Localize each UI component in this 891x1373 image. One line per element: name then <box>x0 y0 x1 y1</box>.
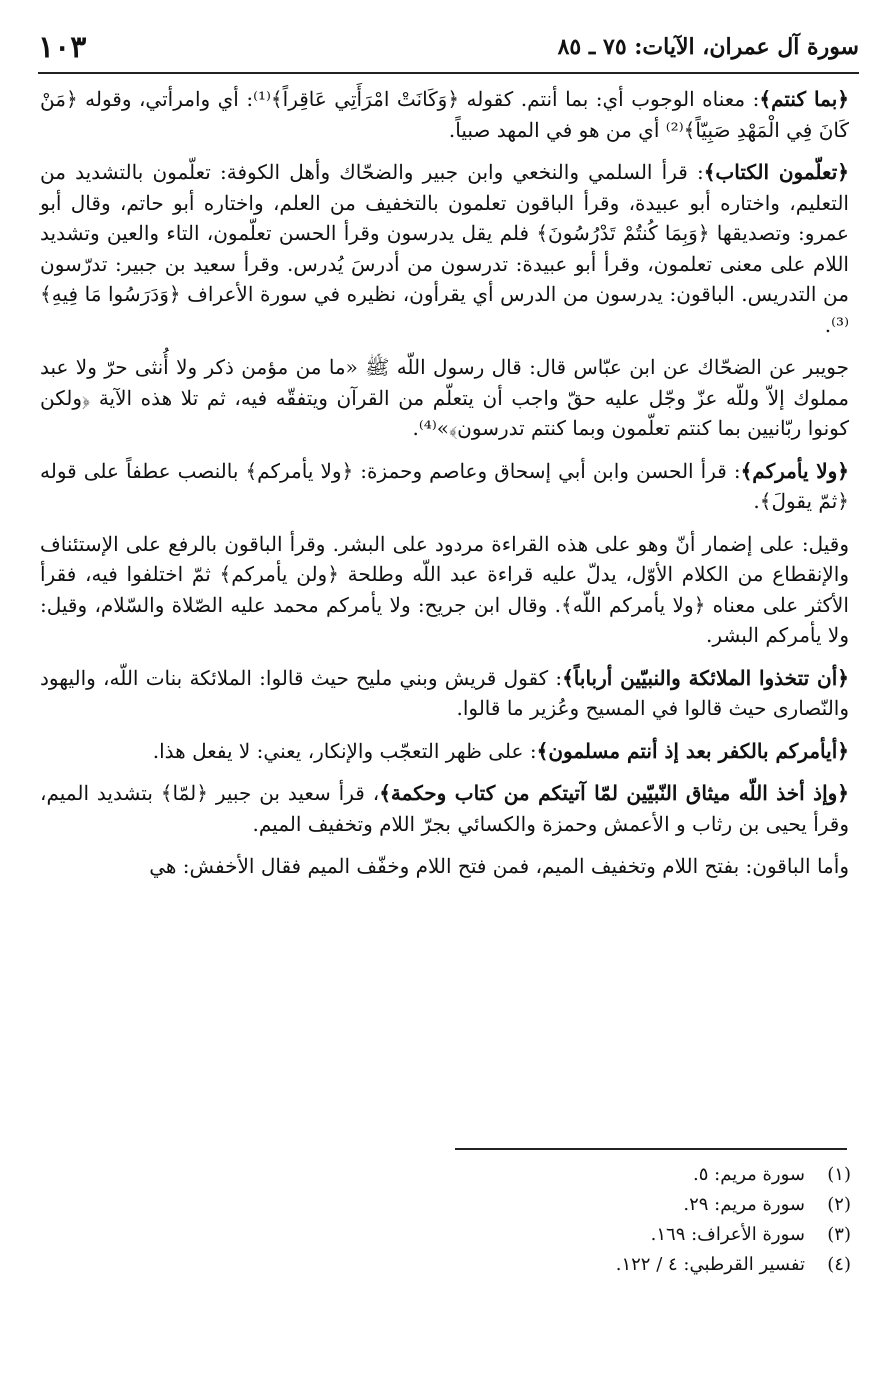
paragraph <box>40 352 849 444</box>
main-text <box>40 84 849 894</box>
page-header <box>38 22 859 74</box>
paragraph-text: : قرأ الحسن وابن أبي إسحاق وعاصم وحمزة: ﴿ولا يأمركم﴾ بالنصب عطفاً على قوله ﴿ثمّ يقولَ﴾. <box>40 458 849 513</box>
quranic-lemma: ﴿تعلّمون الكتاب﴾ <box>703 160 849 184</box>
paragraph-text: : قرأ السلمي والنخعي وابن جبير والضحّاك وأهل الكوفة: تعلّمون بالتشديد من التعليم، واختاره أبو عبيدة، وقرأ الباقون تعلمون بالتخفيف من العلم، واختاره أبو حاتم، وقال أبو عمرو: وتصديقها ﴿وَبِمَا كُنتُمْ تَدْرُسُونَ﴾ فلم يقل يدرسون وقرأ الحسن تعلّمون، التاء والعين وتشديد اللام على معنى تعلمون، وقرأ أبو عبيدة: تدرسون من أدرسَ يُدرس. وقرأ سعيد بن جبير: تدرّسون من التدريس. الباقون: يدرسون من الدرس أي يقرأون، نظيره في سورة الأعراف ﴿وَدَرَسُوا مَا فِيهِ﴾⁽³⁾. <box>40 160 849 337</box>
footnotes <box>351 1160 851 1280</box>
paragraph <box>40 778 849 839</box>
footnote-text: سورة الأعراف: ١٦٩. <box>650 1224 805 1245</box>
paragraph-text: وأما الباقون: بفتح اللام وتخفيف الميم، فمن فتح اللام وخفّف الميم فقال الأخفش: هي <box>149 854 849 878</box>
footnote <box>351 1190 851 1220</box>
footnote-number: (٤) <box>827 1254 851 1275</box>
page-number: ١٠٣ <box>38 29 87 65</box>
running-title: سورة آل عمران، الآيات: ٧٥ ـ ٨٥ <box>557 34 859 60</box>
paragraph-text: جويبر عن الضحّاك عن ابن عبّاس قال: قال رسول اللّه ﷺ «ما من مؤمن ذكر ولا أُنثى حرّ ولا عبد مملوك إلاّ وللّه عزّ وجّل عليه حقّ واجب أن يتعلّم من القرآن ويتفقّه فيه، ثم تلا هذه الآية ﴿ولكن كونوا ربّانيين بما كنتم تعلّمون وبما كنتم تدرسون﴾»⁽⁴⁾. <box>40 355 849 440</box>
footnote-number: (١) <box>827 1164 851 1185</box>
paragraph-text: : معناه الوجوب أي: بما أنتم. كقوله ﴿وَكَانَتْ امْرَأَتِي عَاقِراً﴾⁽¹⁾: أي وامرأتي، وقوله ﴿مَنْ كَانَ فِي الْمَهْدِ صَبِيّاً﴾⁽²⁾ أي من هو في المهد صبياً. <box>40 87 849 142</box>
paragraph <box>40 456 849 517</box>
paragraph-text: ، قرأ سعيد بن جبير ﴿لمّا﴾ بتشديد الميم، وقرأ يحيى بن رثاب و الأعمش وحمزة والكسائي بجرّ اللام وتخفيف الميم. <box>40 781 849 836</box>
quranic-lemma: ﴿أن تتخذوا الملائكة والنبيّين أرباباً﴾ <box>562 665 849 690</box>
footnote <box>351 1220 851 1250</box>
paragraph <box>40 84 849 145</box>
quranic-lemma: ﴿وإذ أخذ اللّه ميثاق النّبيّين لمّا آتيتكم من كتاب وحكمة﴾ <box>379 781 850 805</box>
paragraph <box>40 157 849 340</box>
footnote <box>351 1160 851 1190</box>
paragraph-text: : على ظهر التعجّب والإنكار، يعني: لا يفعل هذا. <box>152 738 537 763</box>
footnote-number: (٣) <box>827 1224 851 1245</box>
paragraph-text: : كقول قريش وبني مليح حيث قالوا: الملائكة بنات اللّه، واليهود والنّصارى حيث قالوا في المسيح وعُزير ما قالوا. <box>40 665 849 720</box>
footnote-text: سورة مريم: ٥. <box>693 1164 805 1185</box>
paragraph <box>40 851 849 882</box>
footnote-text: تفسير القرطبي: ٤ / ١٢٢. <box>615 1254 805 1275</box>
footnote-text: سورة مريم: ٢٩. <box>683 1194 805 1215</box>
paragraph <box>40 663 849 724</box>
paragraph <box>40 529 849 651</box>
paragraph-text: وقيل: على إضمار أنّ وهو على هذه القراءة مردود على البشر. وقرأ الباقون بالرفع على الإستئناف والإنقطاع من الكلام الأوّل، يدلّ عليه قراءة عبد اللّه وطلحة ﴿ولن يأمركم﴾ ثمّ اختلفوا فيه، فقرأ الأكثر على معناه ﴿ولا يأمركم اللّه﴾. وقال ابن جريح: ولا يأمركم محمد عليه الصّلاة والسّلام، وقيل: ولا يأمركم البشر. <box>40 531 849 647</box>
quranic-lemma: ﴿ولا يأمركم﴾ <box>740 458 849 483</box>
paragraph <box>40 736 849 767</box>
footnote-divider <box>455 1148 847 1150</box>
quranic-lemma: ﴿أيأمركم بالكفر بعد إذ أنتم مسلمون﴾ <box>536 738 849 763</box>
footnote-number: (٢) <box>827 1194 851 1215</box>
quranic-lemma: ﴿بما كنتم﴾ <box>759 87 849 111</box>
footnote <box>351 1250 851 1280</box>
